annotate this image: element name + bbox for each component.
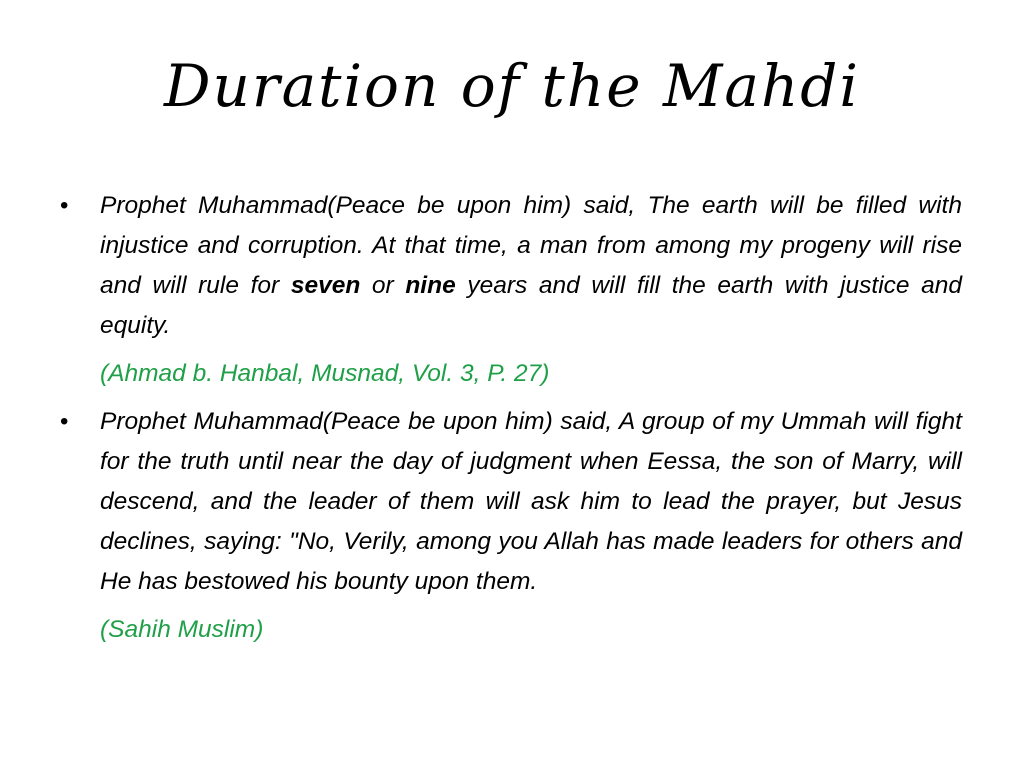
bullet-2-text: Prophet Muhammad(Peace be upon him) said, A group of my Ummah will fight for the truth until near the day of judgment when Eessa, the son of Marry, will descend, and the leader of them will ask him to lead the prayer, but Jesus declines, saying: "No, Verily, among you Allah has made leaders for others and He has bestowed his bounty upon them. [100,408,962,595]
bullet-item-1 [60,186,963,346]
citation-1: (Ahmad b. Hanbal, Musnad, Vol. 3, P. 27) [100,360,550,387]
bullet-1-text-before: Prophet Muhammad(Peace be upon him) said, The earth will be filled with injustice and corruption. At that time, a man from among my progeny will rise and will rule for [100,192,962,299]
bullet-1-text-after: years and will fill the earth with justice and equity. [100,272,963,339]
bullet-1-text-mid: or [360,272,406,299]
bullet-icon: • [60,408,69,435]
slide-content [60,186,963,658]
slide-title: Duration of the Mahdi [164,52,860,120]
bullet-item-2 [60,402,962,602]
citation-2: (Sahih Muslim) [100,616,264,643]
bullet-1-bold-nine: nine [405,272,456,299]
bullet-1-bold-seven: seven [290,272,361,299]
bullet-icon: • [60,192,69,219]
